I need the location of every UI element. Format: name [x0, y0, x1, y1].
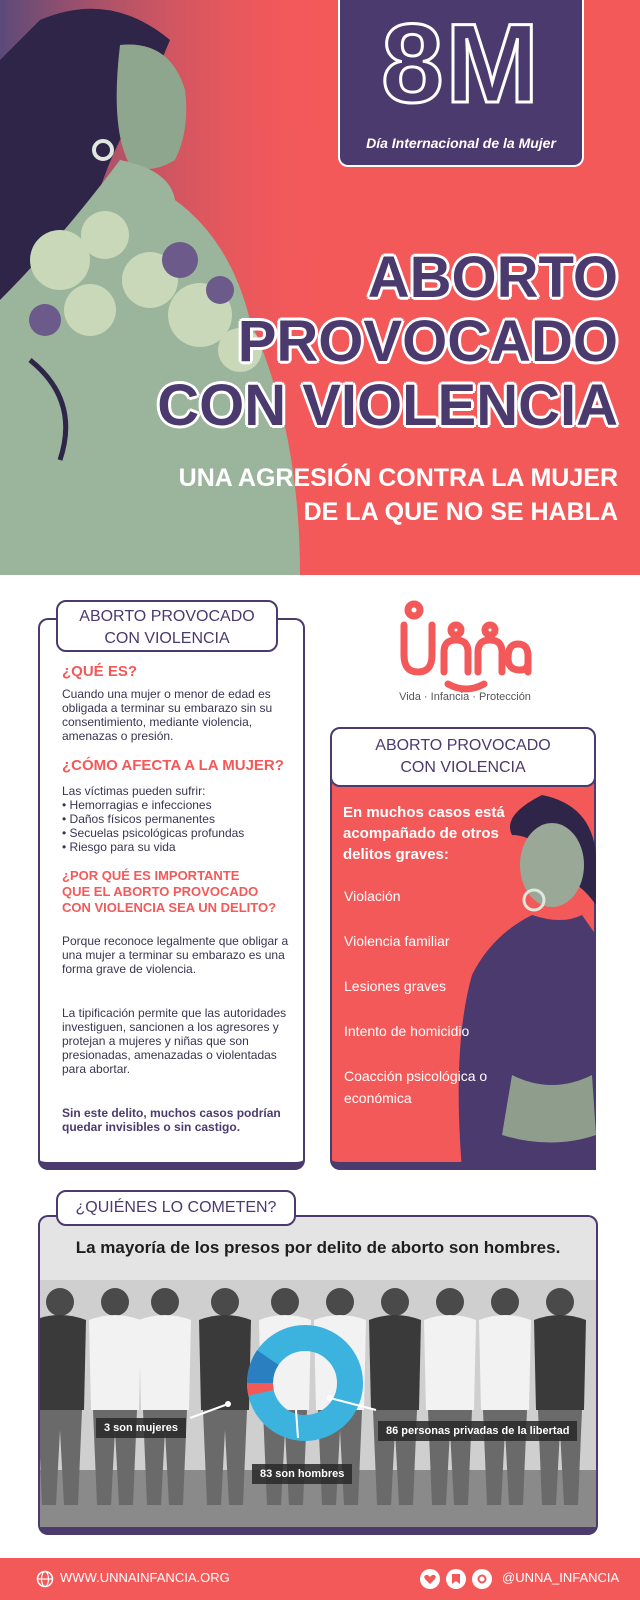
question-por-que-line-2: QUE EL ABORTO PROVOCADO	[62, 884, 259, 899]
answer-por-que-p2: La tipificación permite que las autoridades investiguen, sancionen a los agresores y protejan a mujeres y niñas que son presionadas, amenazadas o violentadas para abortar.	[62, 1006, 287, 1076]
prisoner-head	[46, 1288, 74, 1316]
who-commits-title: ¿QUIÉNES LO COMETEN?	[56, 1190, 296, 1226]
badge-8m-text: 8M	[381, 1, 541, 126]
answer-que-es: Cuando una mujer o menor de edad es obligada a terminar su embarazo sin su consentimiento, mediante violencia, amenazas o presión.	[62, 687, 273, 743]
hero-title-line-2: PROVOCADO	[237, 309, 618, 374]
8m-badge	[338, 0, 584, 167]
hero-title-line-3: CON VIOLENCIA	[157, 373, 618, 438]
prisoner-head	[101, 1288, 129, 1316]
answer-por-que-p3: Sin este delito, muchos casos podrían quedar invisibles o sin castigo.	[62, 1106, 281, 1134]
answer-por-que-p1: Porque reconoce legalmente que obligar a una mujer a terminar su embarazo es una forma grave de violencia.	[62, 934, 289, 976]
website-link[interactable]: WWW.UNNAINFANCIA.ORG	[60, 1570, 230, 1585]
list-item-effect: • Riesgo para su vida	[62, 840, 176, 854]
social-handle[interactable]: @UNNA_INFANCIA	[502, 1570, 620, 1585]
label-men: 83 son hombres	[252, 1464, 352, 1484]
prisoner-head	[546, 1288, 574, 1316]
logo-tagline: Vida · Infancia · Protección	[399, 691, 531, 703]
crime-item: Violación	[344, 888, 401, 904]
crime-item: Intento de homicidio	[344, 1023, 470, 1039]
question-que-es: ¿QUÉ ES?	[62, 663, 138, 680]
bookmark-icon[interactable]	[446, 1569, 466, 1589]
label-total: 86 personas privadas de la libertad	[378, 1421, 577, 1441]
answer-como-afecta-intro: Las víctimas pueden sufrir:	[62, 784, 206, 798]
left-title-line-1: ABORTO PROVOCADO	[79, 608, 255, 625]
info-card-right-title	[330, 727, 596, 787]
left-title-line-2: CON VIOLENCIA	[104, 630, 230, 647]
instagram-icon[interactable]	[472, 1569, 492, 1589]
hero-title-line-1: ABORTO	[367, 245, 618, 310]
right-title-line-2: CON VIOLENCIA	[400, 759, 526, 776]
heart-icon[interactable]	[420, 1569, 440, 1589]
prisoner-head	[491, 1288, 519, 1316]
prisoner-head	[436, 1288, 464, 1316]
question-por-que-line-3: CON VIOLENCIA SEA UN DELITO?	[62, 900, 277, 915]
question-como-afecta: ¿CÓMO AFECTA A LA MUJER?	[62, 757, 284, 774]
hero-banner	[0, 0, 640, 575]
info-card-left-title	[56, 600, 278, 652]
question-por-que-line-1: ¿POR QUÉ ES IMPORTANTE	[62, 868, 240, 883]
list-item-effect: • Secuelas psicológicas profundas	[62, 826, 245, 840]
label-women: 3 son mujeres	[96, 1418, 186, 1438]
globe-icon	[36, 1570, 54, 1588]
unna-logo	[396, 600, 536, 695]
list-item-effect: • Hemorragias e infecciones	[62, 798, 212, 812]
who-commits-headline: La mayoría de los presos por delito de aborto son hombres.	[75, 1238, 561, 1257]
prisoner-head	[151, 1288, 179, 1316]
footer	[0, 1558, 640, 1600]
hero-subtitle-line-2: DE LA QUE NO SE HABLA	[303, 498, 618, 526]
prisoner-head	[381, 1288, 409, 1316]
right-title-line-1: ABORTO PROVOCADO	[375, 737, 551, 754]
crime-item: Coacción psicológica o económica	[344, 1068, 488, 1106]
list-item-effect: • Daños físicos permanentes	[62, 812, 215, 826]
hero-subtitle-line-1: UNA AGRESIÓN CONTRA LA MUJER	[178, 464, 618, 492]
right-card-intro: En muchos casos está acompañado de otros delitos graves:	[343, 804, 505, 863]
crime-item: Violencia familiar	[344, 933, 450, 949]
badge-subtitle: Día Internacional de la Mujer	[366, 135, 556, 151]
crime-item: Lesiones graves	[344, 978, 446, 994]
